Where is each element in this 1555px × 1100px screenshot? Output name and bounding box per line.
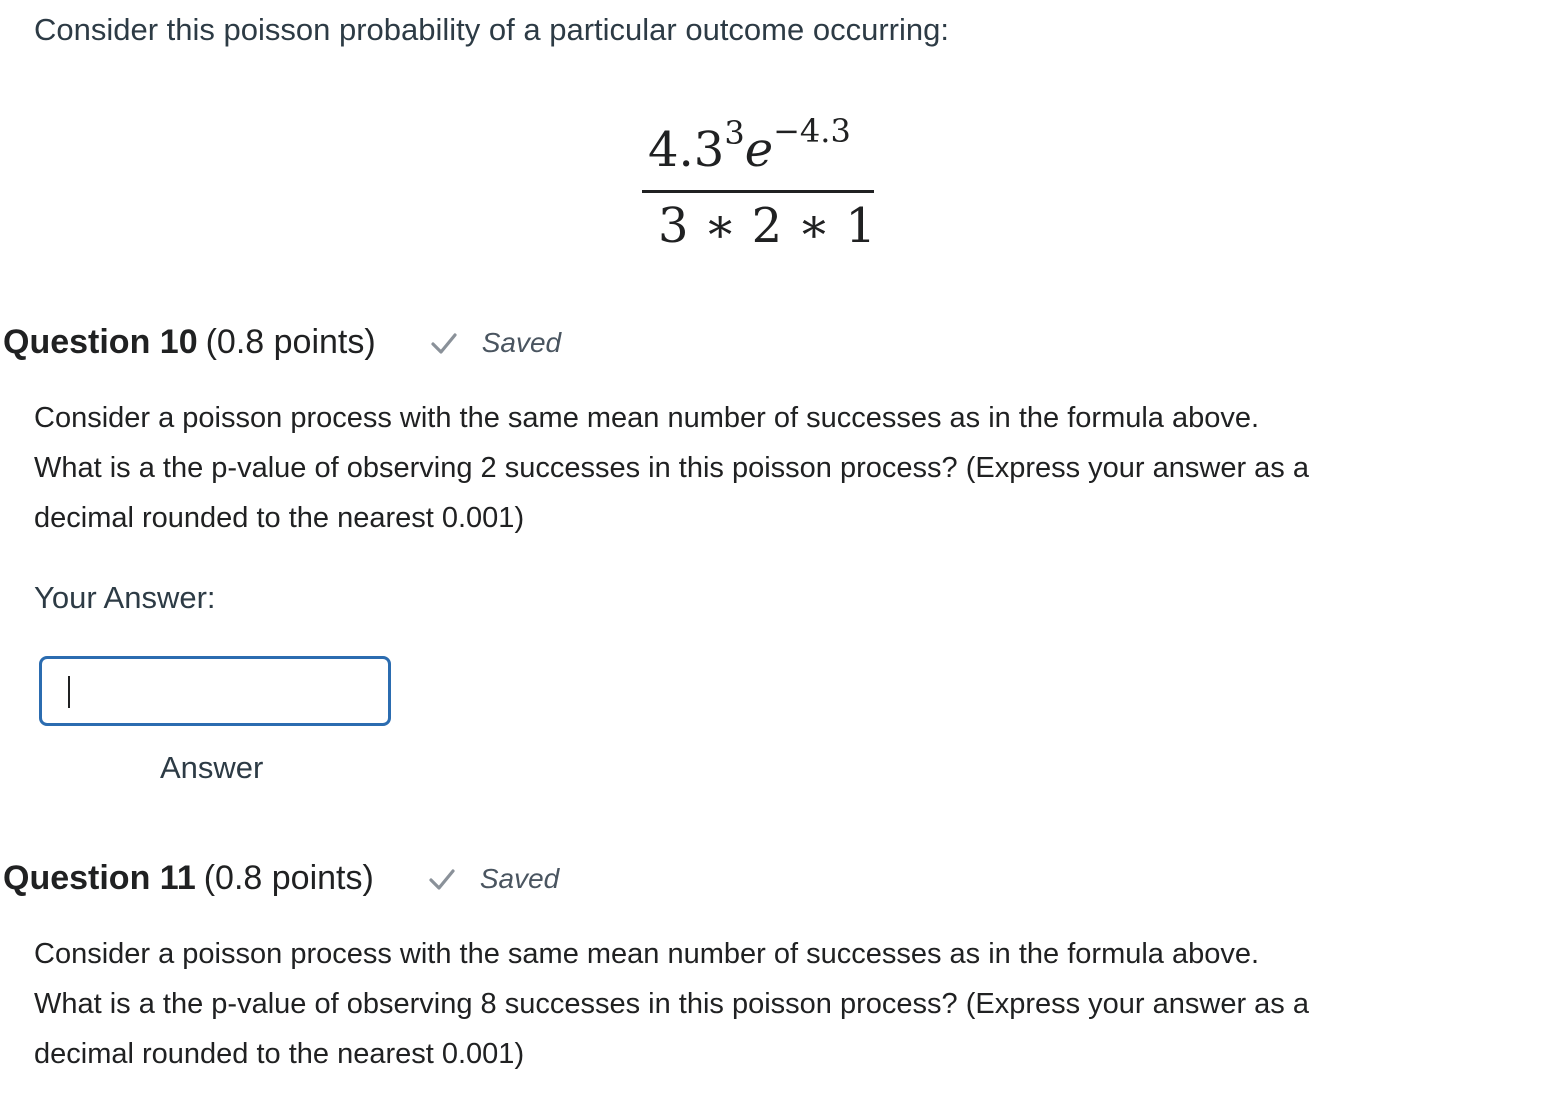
- saved-status: Saved: [481, 326, 562, 358]
- question-points: (0.8 points): [205, 323, 376, 361]
- question-text-line: decimal rounded to the nearest 0.001): [34, 502, 525, 534]
- text-caret: [68, 676, 70, 708]
- poisson-formula: [642, 108, 874, 258]
- question-text-line: What is a the p-value of observing 2 successes in this poisson process? (Express your answer as a: [34, 452, 1309, 484]
- answer-input[interactable]: [39, 656, 391, 726]
- intro-text: Consider this poisson probability of a particular outcome occurring:: [34, 12, 949, 47]
- fraction-line: [642, 190, 874, 193]
- formula-power: 3: [724, 114, 745, 152]
- question-title: Question 10: [3, 323, 198, 361]
- question-text-line: Consider a poisson process with the same mean number of successes as in the formula above.: [34, 402, 1260, 434]
- answer-caption: Answer: [160, 750, 264, 785]
- formula-numerator: [648, 112, 851, 178]
- question-10-text: [34, 393, 1514, 543]
- formula-exponent: −4.3: [773, 112, 851, 150]
- question-points: (0.8 points): [203, 859, 374, 897]
- question-title: Question 11: [3, 859, 196, 897]
- question-text-line: decimal rounded to the nearest 0.001): [34, 1038, 525, 1070]
- your-answer-label: Your Answer:: [34, 580, 216, 615]
- question-11-header: [3, 859, 559, 898]
- check-icon: [430, 329, 458, 357]
- check-icon: [428, 865, 456, 893]
- formula-e: e: [744, 122, 774, 178]
- formula-denominator: 3 ∗ 2 ∗ 1: [658, 198, 876, 254]
- question-11-text: [34, 929, 1514, 1079]
- question-text-line: What is a the p-value of observing 8 successes in this poisson process? (Express your answer as a: [34, 988, 1309, 1020]
- question-text-line: Consider a poisson process with the same mean number of successes as in the formula above.: [34, 938, 1260, 970]
- formula-base: 4.3: [648, 122, 725, 178]
- saved-status: Saved: [479, 862, 560, 894]
- question-10-header: [3, 323, 561, 362]
